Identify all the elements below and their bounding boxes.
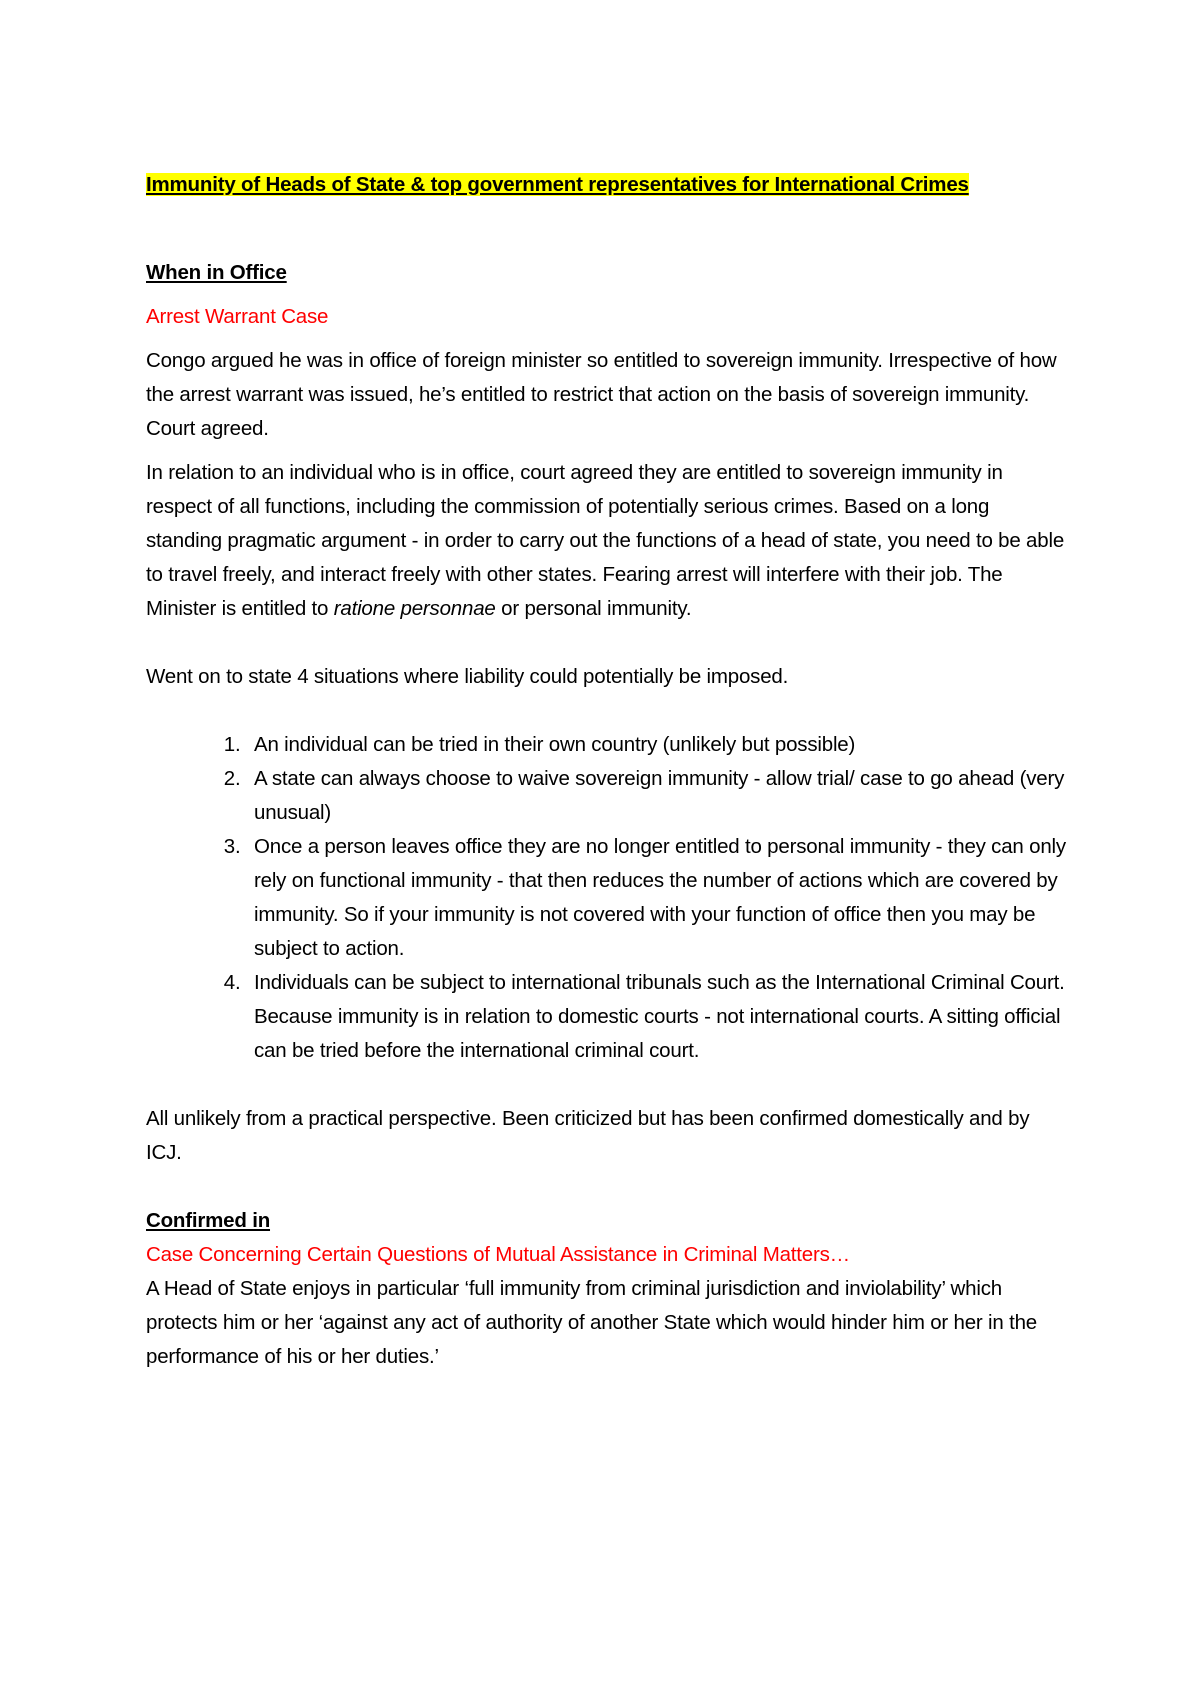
paragraph-congo-argument: Congo argued he was in office of foreign minister so entitled to sovereign immunity. Irrespective of how the arrest warrant was issued, he’s entitled to restrict that action on the basis of sovereign immunity. Court agreed. (146, 349, 1057, 440)
list-item: 2. A state can always choose to waive sovereign immunity - allow trial/ case to go ahead (very unusual) (246, 762, 1066, 830)
section-heading-in-office: When in Office (146, 261, 287, 284)
paragraph-four-situations: Went on to state 4 situations where liability could potentially be imposed. (146, 665, 789, 688)
document-page (146, 168, 1066, 1374)
paragraph-practical-perspective: All unlikely from a practical perspective. Been criticized but has been confirmed domestically and by ICJ. (146, 1107, 1030, 1164)
document-title (146, 168, 1066, 202)
title-highlight: Immunity of Heads of State & top government representatives for International Crimes (146, 173, 969, 196)
list-item: 3. Once a person leaves office they are no longer entitled to personal immunity - they can only rely on functional immunity - that then reduces the number of actions which are covered by immunity. So if your immunity is not covered with your function of office then you may be subject to action. (246, 830, 1066, 966)
paragraph-head-of-state-immunity: A Head of State enjoys in particular ‘full immunity from criminal jurisdiction and inviolability’ which protects him or her ‘against any act of authority of another State which would hinder him or her in the performance of his or her duties.’ (146, 1277, 1037, 1368)
section-heading-confirmed-in: Confirmed in (146, 1209, 271, 1232)
paragraph-text: In relation to an individual who is in office, court agreed they are entitled to sovereign immunity in respect of all functions, including the commission of potentially serious crimes. Based on a long standing pragmatic argument - in order to carry out the functions of a head of state, you need to be able to travel freely, and interact freely with other states. Fearing arrest will interfere with their job. The Minister is entitled to (146, 461, 1065, 620)
list-item: 4. Individuals can be subject to international tribunals such as the International Criminal Court. Because immunity is in relation to domestic courts - not international courts. A sitting official can be tried before the international criminal court. (246, 966, 1066, 1068)
paragraph-individual-in-office (146, 456, 1066, 626)
case-name-arrest-warrant: Arrest Warrant Case (146, 305, 329, 328)
situations-list (146, 728, 1066, 1068)
italic-term: ratione personnae (333, 597, 496, 620)
case-name-mutual-assistance: Case Concerning Certain Questions of Mutual Assistance in Criminal Matters… (146, 1243, 850, 1266)
paragraph-text: or personal immunity. (495, 597, 692, 620)
list-item: 1. An individual can be tried in their own country (unlikely but possible) (246, 728, 1066, 762)
